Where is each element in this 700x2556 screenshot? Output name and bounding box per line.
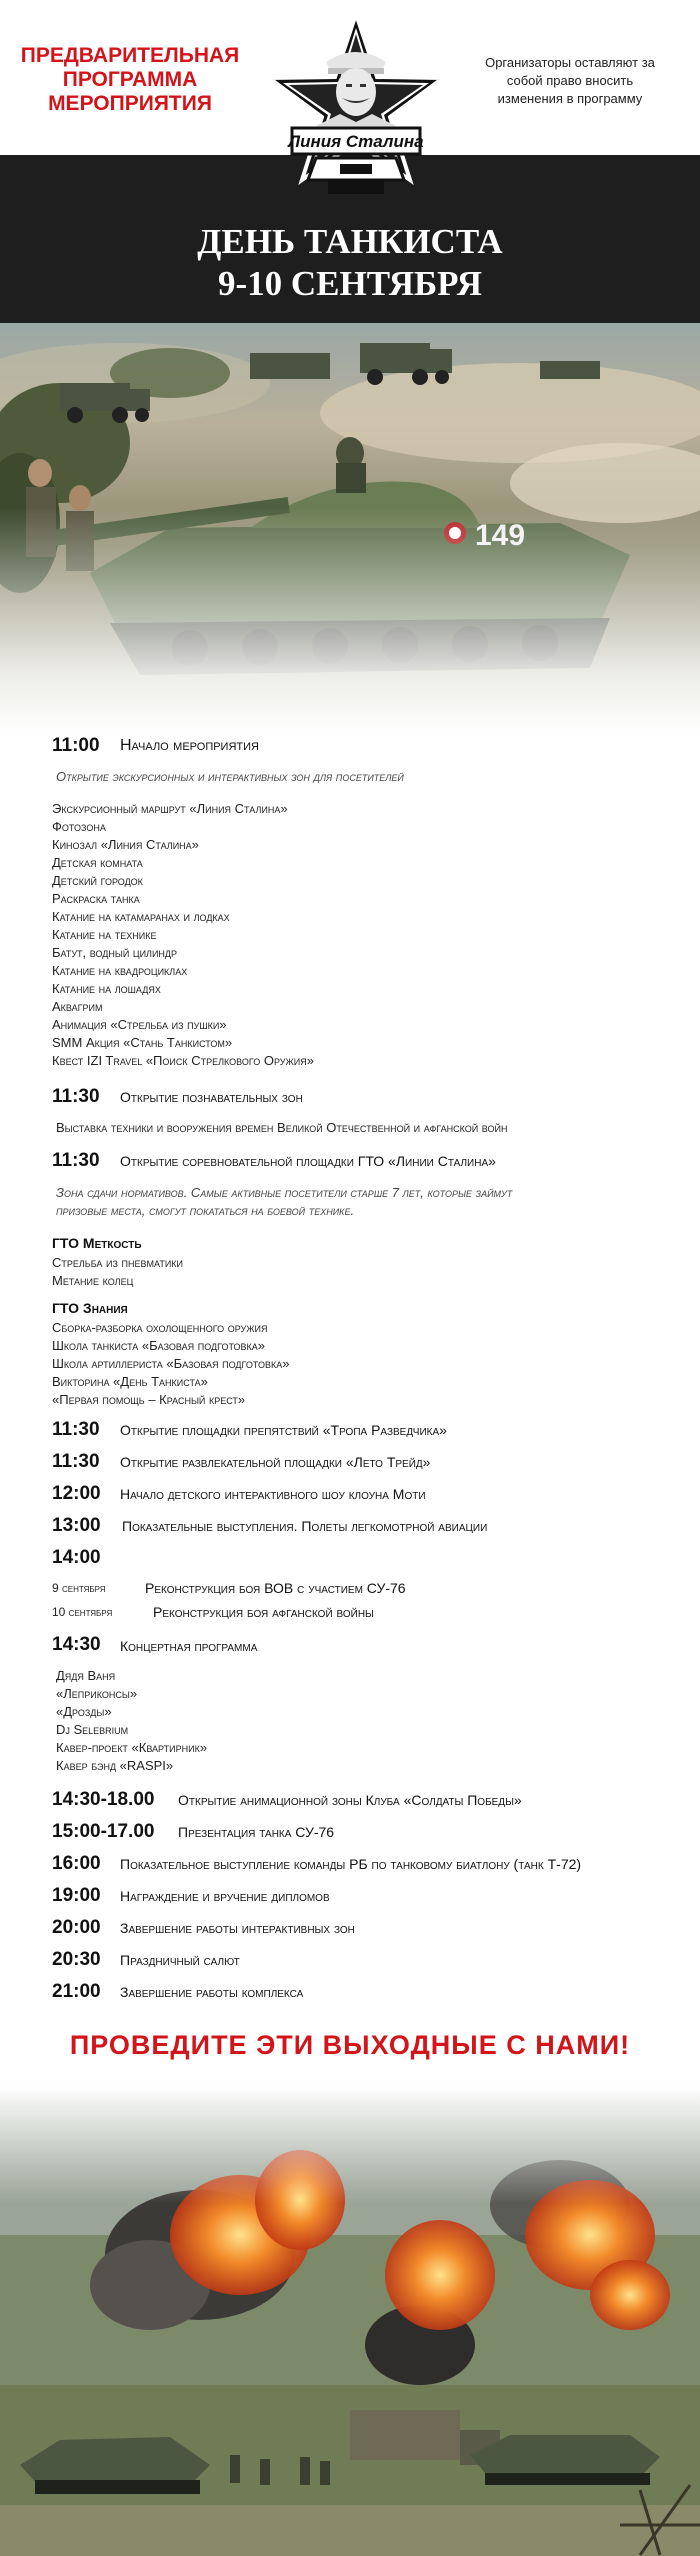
- list-item: Экскурсионный маршрут «Линия Сталина»: [52, 801, 288, 816]
- preliminary-program-heading: ПРЕДВАРИТЕЛЬНАЯ ПРОГРАММА МЕРОПРИЯТИЯ: [20, 44, 240, 115]
- performer-item: «Дрозды»: [56, 1704, 112, 1719]
- time-label: 11:30: [52, 1150, 100, 1171]
- performer-item: «Леприконсы»: [56, 1686, 138, 1701]
- time-label: 14:00: [52, 1547, 101, 1568]
- list-item: Катание на квадроциклах: [52, 963, 188, 978]
- list-item: Кинозал «Линия Сталина»: [52, 837, 199, 852]
- time-label: 13:00: [52, 1515, 101, 1536]
- list-item: Катание на лошадях: [52, 981, 161, 996]
- schedule-item-title: Реконструкция боя ВОВ с участием СУ-76: [145, 1580, 406, 1596]
- time-label: 16:00: [52, 1853, 101, 1874]
- time-label: 11:30: [52, 1419, 100, 1440]
- schedule-item-title: Реконструкция боя афганской войны: [153, 1604, 374, 1620]
- time-label: 11:00: [52, 735, 100, 756]
- list-item: Катание на катамаранах и лодках: [52, 909, 230, 924]
- performer-item: Кавер-проект «Квартирник»: [56, 1740, 208, 1755]
- date-label: 9 сентября: [52, 1581, 106, 1595]
- schedule-item-title: Показательное выступление команды РБ по танковому биатлону (танк Т-72): [120, 1856, 582, 1872]
- list-item: Батут, водный цилиндр: [52, 945, 178, 960]
- time-label: 20:00: [52, 1917, 101, 1938]
- event-start-title: Начало мероприятия: [120, 737, 259, 754]
- list-item: Детская комната: [52, 855, 143, 870]
- schedule-item-title: Открытие анимационной зоны Клуба «Солдаты Победы»: [178, 1792, 522, 1808]
- list-item: Детский городок: [52, 873, 143, 888]
- organizers-note: Организаторы оставляют за собой право вносить изменения в программу: [485, 55, 655, 106]
- event-dates: 9-10 СЕНТЯБРЯ: [217, 264, 483, 303]
- list-item: «Первая помощь – Красный крест»: [52, 1392, 246, 1407]
- list-item: Метание колец: [52, 1273, 134, 1288]
- time-label: 14:30: [52, 1634, 101, 1655]
- date-label: 10 сентября: [52, 1605, 113, 1619]
- time-label: 11:30: [52, 1086, 100, 1107]
- tank-photo: [0, 323, 700, 733]
- list-item: Аквагрим: [52, 999, 103, 1014]
- schedule-item-title: Праздничный салют: [120, 1952, 240, 1968]
- list-item: Стрельба из пневматики: [52, 1255, 183, 1270]
- list-item: SMM Акция «Стань Танкистом»: [52, 1035, 233, 1050]
- list-item: Школа танкиста «Базовая подготовка»: [52, 1338, 266, 1353]
- performer-item: Dj Selebrium: [56, 1722, 129, 1737]
- gto-note: Зона сдачи нормативов. Самые активные посетители старше 7 лет, которые займут: [56, 1185, 513, 1200]
- schedule-item-title: Презентация танка СУ-76: [178, 1824, 335, 1840]
- time-label: 12:00: [52, 1483, 101, 1504]
- performer-item: Кавер бэнд «RASPI»: [56, 1758, 174, 1773]
- list-item: Фотозона: [52, 819, 106, 834]
- logo-text: Линия Сталина: [288, 132, 424, 151]
- time-label: 14:30-18.00: [52, 1789, 155, 1810]
- schedule-item-title: Завершение работы комплекса: [120, 1984, 304, 2000]
- list-item: Школа артиллериста «Базовая подготовка»: [52, 1356, 290, 1371]
- schedule-item-title: Завершение работы интерактивных зон: [120, 1920, 355, 1936]
- zones-intro: Открытие экскурсионных и интерактивных зон для посетителей: [56, 769, 404, 784]
- event-title: ДЕНЬ ТАНКИСТА: [197, 222, 503, 261]
- schedule-item-title: Концертная программа: [120, 1638, 258, 1654]
- list-item: Катание на технике: [52, 927, 157, 942]
- schedule-item-title: Открытие познавательных зон: [120, 1089, 303, 1105]
- schedule-item-title: Открытие соревновательной площадки ГТО «Линии Сталина»: [120, 1153, 496, 1169]
- battle-photo: [0, 2085, 700, 2556]
- schedule-item-title: Начало детского интерактивного шоу клоуна Моти: [120, 1486, 426, 1502]
- gto-accuracy-heading: ГТО Меткость: [52, 1235, 142, 1251]
- schedule-item-title: Показательные выступления. Полеты легкомотрной авиации: [122, 1518, 488, 1534]
- schedule-item-description: Выставка техники и вооружения времен Великой Отечественной и афганской войн: [56, 1120, 508, 1135]
- closing-slogan: ПРОВЕДИТЕ ЭТИ ВЫХОДНЫЕ С НАМИ!: [69, 2030, 631, 2060]
- list-item: Раскраска танка: [52, 891, 140, 906]
- time-label: 11:30: [52, 1451, 100, 1472]
- list-item: Викторина «День Танкиста»: [52, 1374, 208, 1389]
- gto-note: призовые места, смогут покататься на боевой технике.: [56, 1203, 355, 1218]
- time-label: 19:00: [52, 1885, 101, 1906]
- list-item: Квест IZI Travel «Поиск Стрелкового Оружия»: [52, 1053, 314, 1068]
- time-label: 15:00-17.00: [52, 1821, 155, 1842]
- list-item: Сборка-разборка охолощенного оружия: [52, 1320, 268, 1335]
- time-label: 20:30: [52, 1949, 101, 1970]
- schedule-item-title: Открытие развлекательной площадки «Лето Трейд»: [120, 1454, 431, 1470]
- schedule-item-title: Награждение и вручение дипломов: [120, 1888, 330, 1904]
- performer-item: Дядя Ваня: [56, 1668, 116, 1683]
- gto-knowledge-heading: ГТО Знания: [52, 1300, 128, 1316]
- list-item: Анимация «Стрельба из пушки»: [52, 1017, 227, 1032]
- stalin-line-logo: [258, 8, 454, 218]
- time-label: 21:00: [52, 1981, 101, 2002]
- schedule-item-title: Открытие площадки препятствий «Тропа Разведчика»: [120, 1422, 447, 1438]
